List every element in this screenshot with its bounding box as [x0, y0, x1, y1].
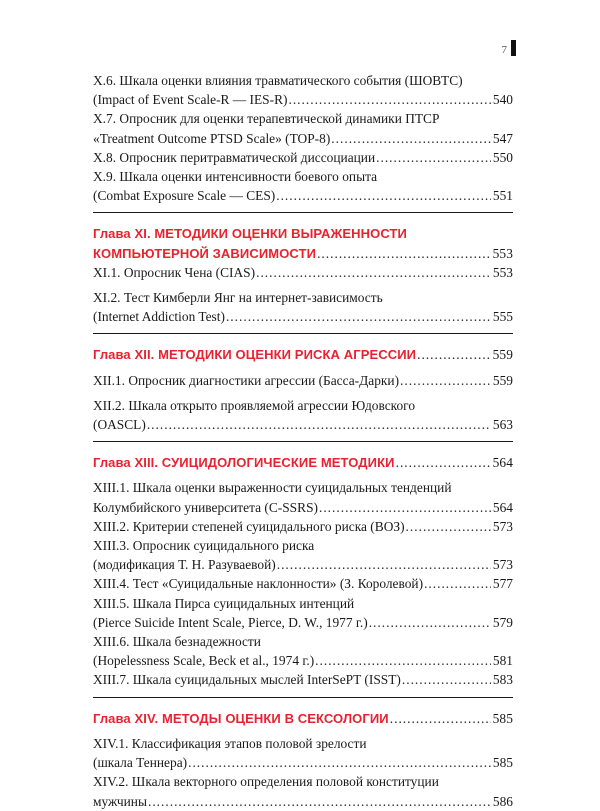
toc-entry-title-cont: Колумбийского университета (C-SSRS)	[93, 499, 318, 515]
toc-entry-title: XII.2. Шкала открыто проявляемой агрессии Юдовского	[93, 397, 416, 413]
toc-entry-title: XI.1. Опросник Чена (CIAS)	[93, 264, 256, 280]
toc-page-number: 579	[492, 614, 513, 630]
toc-entry-title-cont: мужчины	[93, 793, 147, 809]
toc-entry	[93, 594, 513, 632]
leader-dots	[256, 263, 491, 282]
toc-page-number: 585	[492, 755, 513, 771]
section-divider	[93, 333, 513, 334]
leader-dots	[396, 453, 491, 472]
toc-entry-title: XII.1. Опросник диагностики агрессии (Басса-Дарки)	[93, 372, 400, 388]
toc-entry	[93, 670, 513, 689]
table-of-contents	[93, 71, 513, 811]
toc-entry-title-cont: (Pierce Suicide Intent Scale, Pierce, D. W., 1977 г.)	[93, 614, 368, 630]
toc-entry-title: XIII.4. Тест «Суицидальные наклонности» (З. Королевой)	[93, 576, 424, 592]
toc-entry-title: XI.2. Тест Кимберли Янг на интернет-зависимость	[93, 290, 383, 306]
toc-entry	[93, 772, 513, 810]
toc-entry-title: XIII.7. Шкала суицидальных мыслей InterSePT (ISST)	[93, 672, 401, 688]
leader-dots	[400, 371, 491, 390]
toc-entry	[93, 517, 513, 536]
toc-entry-title: XIII.5. Шкала Пирса суицидальных интенций	[93, 595, 355, 611]
toc-entry	[93, 396, 513, 434]
chapter-heading	[93, 709, 513, 728]
leader-dots	[226, 307, 491, 326]
leader-dots	[288, 90, 490, 109]
leader-dots	[376, 148, 491, 167]
toc-entry-title: XIV.1. Классификация этапов половой зрелости	[93, 735, 367, 751]
section-divider	[93, 441, 513, 442]
leader-dots	[424, 574, 491, 593]
leader-dots	[331, 129, 491, 148]
chapter-title: Глава XIV. МЕТОДЫ ОЦЕНКИ В СЕКСОЛОГИИ	[93, 710, 389, 726]
toc-entry	[93, 536, 513, 574]
leader-dots	[369, 613, 491, 632]
toc-page-number: 577	[492, 576, 513, 592]
leader-dots	[402, 670, 491, 689]
chapter-title-cont: КОМПЬЮТЕРНОЙ ЗАВИСИМОСТИ	[93, 245, 317, 261]
toc-page-number: 555	[492, 309, 513, 325]
toc-entry-title-cont: (Combat Exposure Scale — CES)	[93, 188, 276, 204]
toc-page-number: 585	[492, 710, 513, 726]
toc-entry-title-cont: (шкала Теннера)	[93, 755, 188, 771]
toc-page-number: 564	[492, 499, 513, 515]
toc-page-number: 586	[492, 793, 513, 809]
toc-entry-title: XIII.6. Шкала безнадежности	[93, 634, 261, 650]
toc-entry-title: X.6. Шкала оценки влияния травматического события (ШОВТС)	[93, 73, 463, 88]
toc-entry-title-cont: (Impact of Event Scale-R — IES-R)	[93, 92, 288, 108]
toc-page-number: 583	[492, 672, 513, 688]
toc-entry-title: XIII.3. Опросник суицидального риска	[93, 538, 315, 554]
leader-dots	[390, 709, 491, 728]
toc-page-number: 581	[492, 653, 513, 669]
leader-dots	[276, 186, 491, 205]
toc-entry	[93, 632, 513, 670]
chapter-title: Глава XI. МЕТОДИКИ ОЦЕНКИ ВЫРАЖЕННОСТИ	[93, 226, 407, 242]
toc-entry	[93, 574, 513, 593]
toc-page-number: 563	[492, 417, 513, 433]
leader-dots	[148, 792, 491, 811]
toc-entry-title-cont: (Hopelessness Scale, Beck et al., 1974 г.)	[93, 653, 315, 669]
leader-dots	[417, 345, 491, 364]
toc-entry-title: XIV.2. Шкала векторного определения половой конституции	[93, 774, 439, 790]
chapter-title: Глава XII. МЕТОДИКИ ОЦЕНКИ РИСКА АГРЕССИИ	[93, 347, 417, 363]
toc-page-number: 547	[492, 130, 513, 146]
toc-page-number: 573	[492, 557, 513, 573]
toc-page-number: 559	[492, 372, 513, 388]
toc-page-number: 573	[492, 518, 513, 534]
page-number: 7	[501, 44, 507, 56]
toc-page-number: 559	[492, 347, 513, 363]
leader-dots	[319, 498, 491, 517]
toc-entry-title: X.7. Опросник для оценки терапевтической динамики ПТСР	[93, 111, 440, 127]
toc-page-number: 553	[492, 264, 513, 280]
toc-entry	[93, 371, 513, 390]
toc-entry	[93, 109, 513, 147]
toc-entry	[93, 478, 513, 516]
section-divider	[93, 697, 513, 698]
toc-page-number: 550	[492, 149, 513, 165]
toc-entry-title: X.8. Опросник перитравматической диссоциации	[93, 149, 376, 165]
toc-entry-title-cont: (Internet Addiction Test)	[93, 309, 225, 325]
toc-entry	[93, 167, 513, 205]
toc-entry-title-cont: «Treatment Outcome PTSD Scale» (TOP-8)	[93, 130, 331, 146]
leader-dots	[147, 415, 491, 434]
toc-entry-title-cont: (модификация Т. Н. Разуваевой)	[93, 557, 276, 573]
toc-entry-title: X.9. Шкала оценки интенсивности боевого опыта	[93, 169, 378, 185]
leader-dots	[315, 651, 491, 670]
toc-entry	[93, 263, 513, 282]
toc-entry	[93, 734, 513, 772]
chapter-heading	[93, 453, 513, 472]
leader-dots	[188, 753, 491, 772]
toc-entry	[93, 288, 513, 326]
toc-page-number: 551	[492, 188, 513, 204]
chapter-title: Глава XIII. СУИЦИДОЛОГИЧЕСКИЕ МЕТОДИКИ	[93, 455, 395, 471]
toc-entry	[93, 148, 513, 167]
leader-dots	[277, 555, 491, 574]
toc-page-number: 564	[492, 455, 513, 471]
toc-page-number: 553	[492, 245, 513, 261]
chapter-heading	[93, 224, 513, 262]
section-divider	[93, 212, 513, 213]
chapter-heading	[93, 345, 513, 364]
toc-entry-title: XIII.1. Шкала оценки выраженности суицидальных тенденций	[93, 480, 452, 496]
toc-entry-title: XIII.2. Критерии степеней суицидального риска (ВОЗ)	[93, 518, 405, 534]
leader-dots	[406, 517, 491, 536]
toc-entry	[93, 71, 513, 109]
toc-entry-title-cont: (OASCL)	[93, 417, 146, 433]
page-bar	[511, 40, 516, 56]
leader-dots	[317, 244, 491, 263]
toc-page-number: 540	[492, 92, 513, 108]
